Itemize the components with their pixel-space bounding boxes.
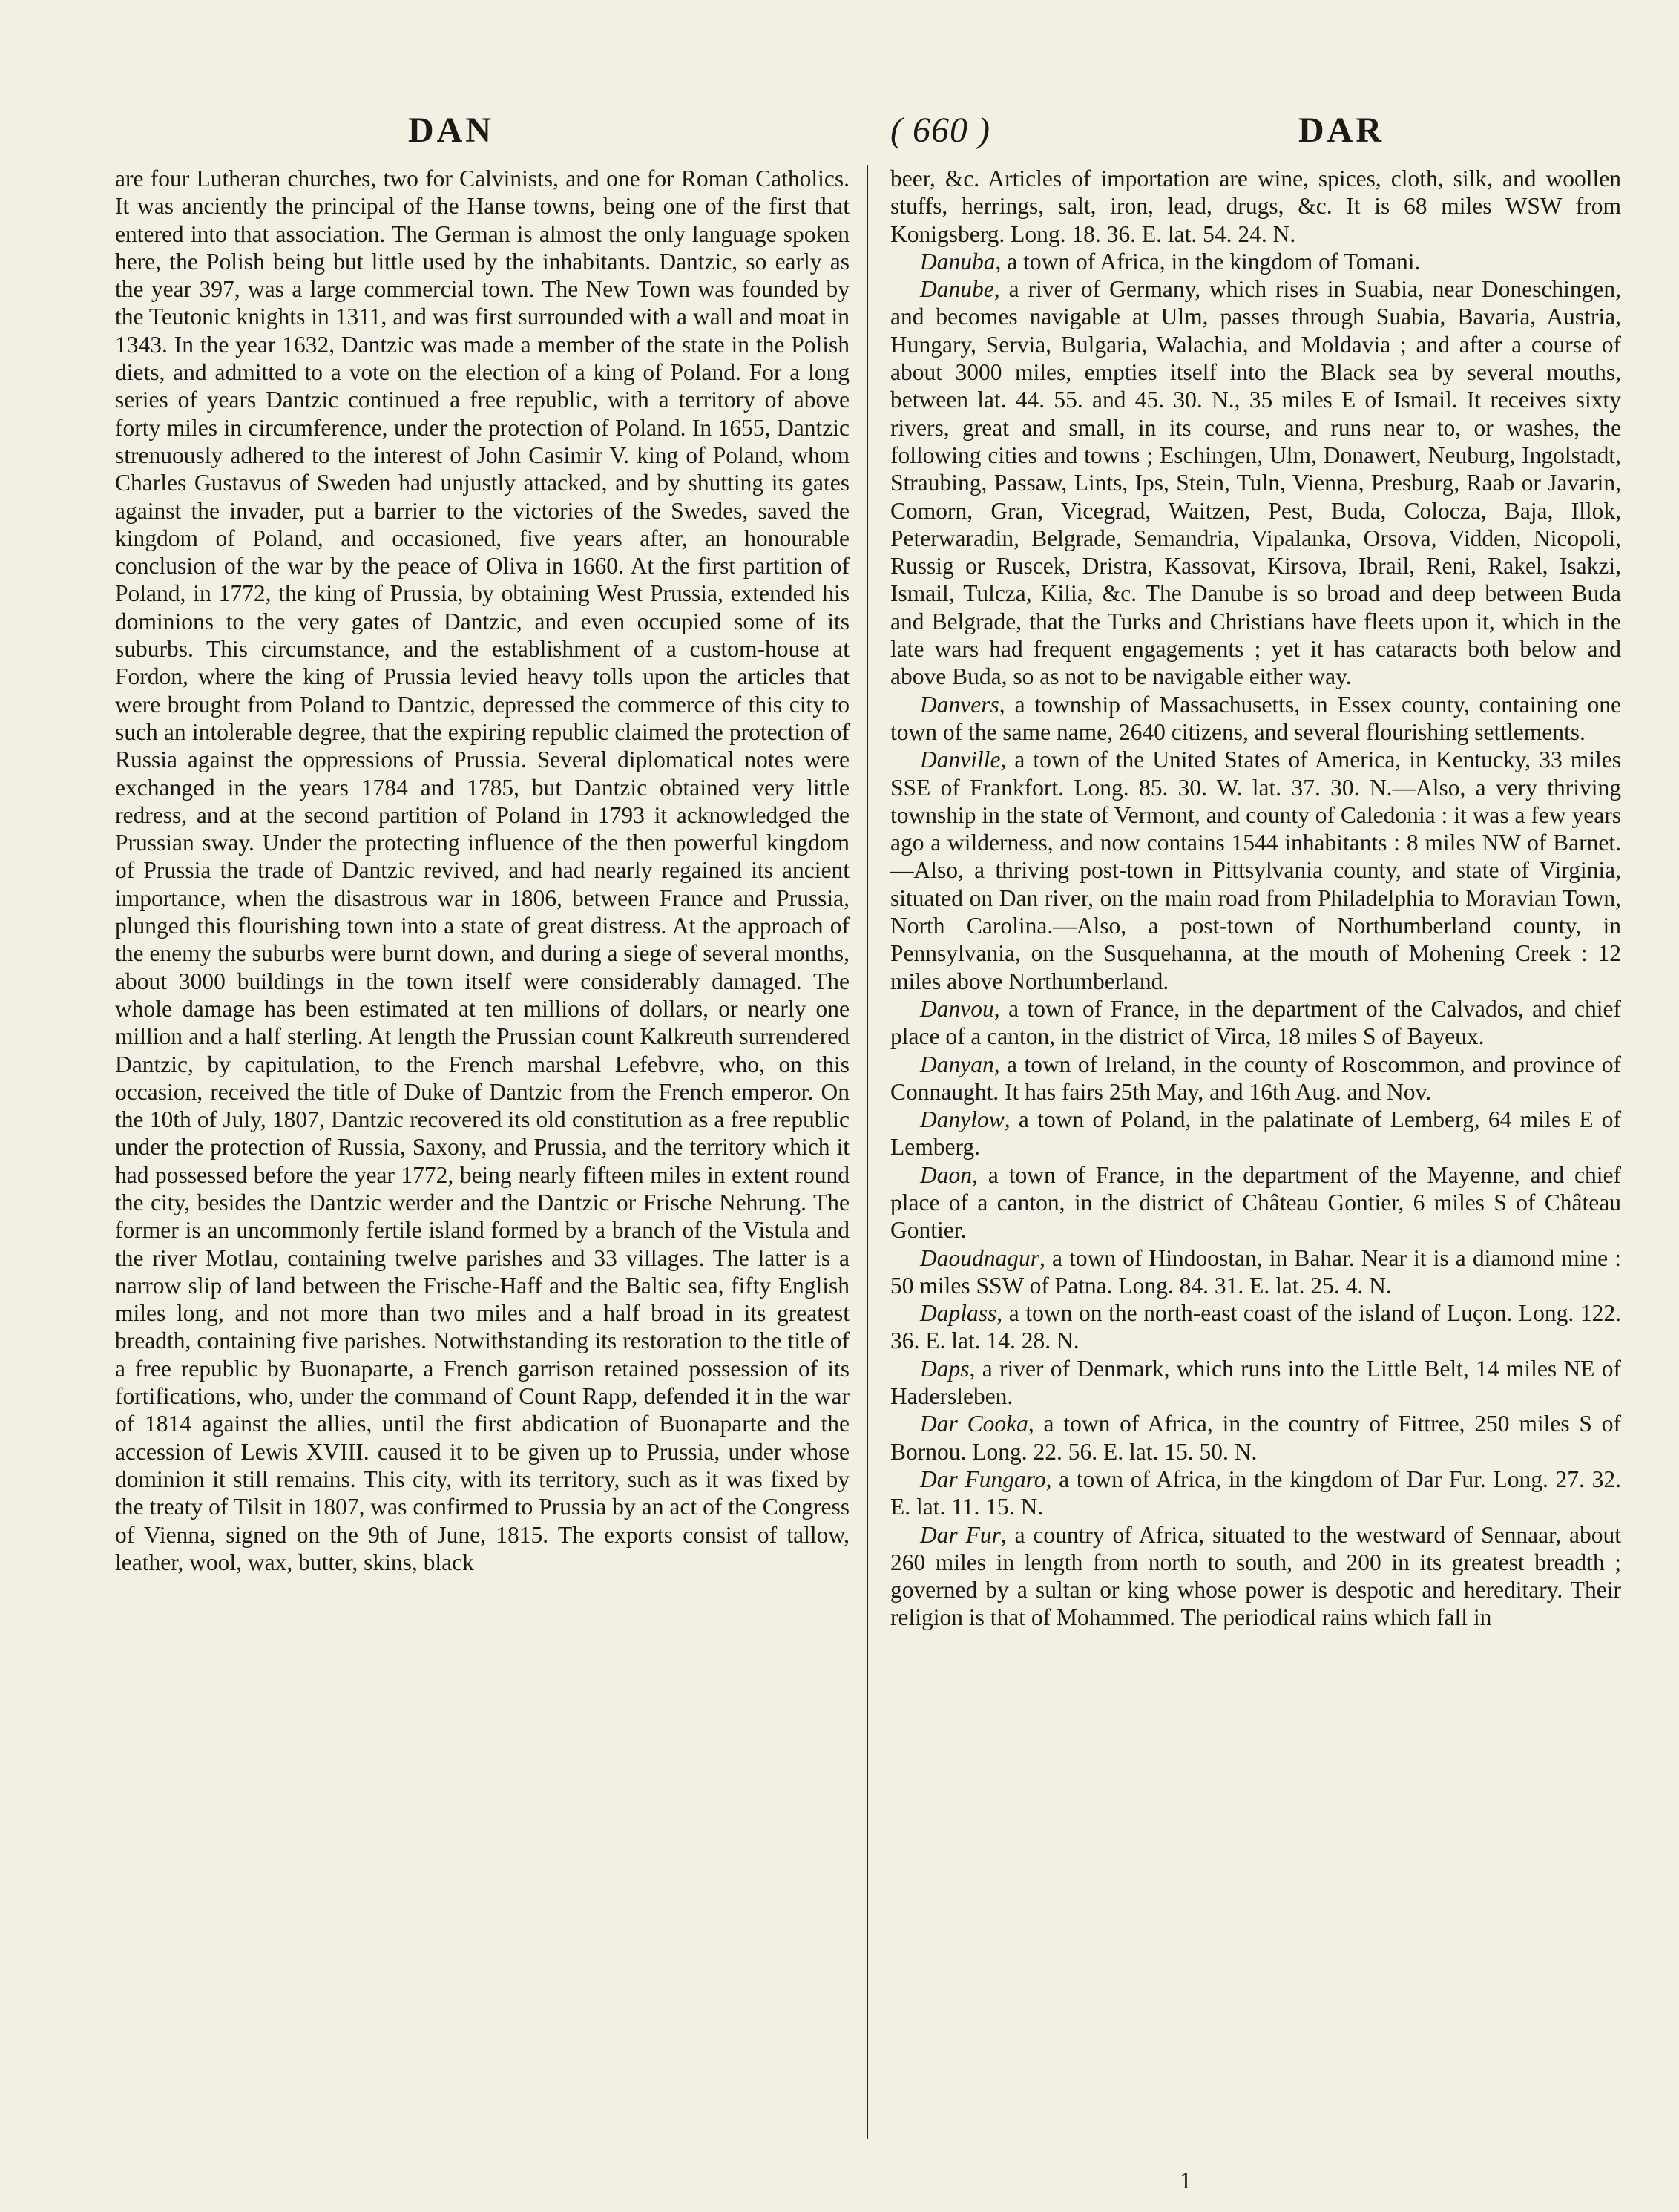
entry-text: , a river of Denmark, which runs into the Little Belt, 14 miles NE of Hadersleben. [890, 1355, 1621, 1410]
dictionary-entry [890, 995, 1621, 1051]
dictionary-entry [890, 1466, 1621, 1521]
signature-mark: 1 [1180, 2167, 1192, 2193]
page-number: ( 660 ) [890, 111, 990, 150]
column-divider [867, 165, 868, 2139]
running-header [111, 110, 1588, 154]
left-column-text: are four Lutheran churches, two for Calvinists, and one for Roman Catholics. It was anciently the principal of the Hanse towns, being one of the first that entered into that association. The German is almost the only language spoken here, the Polish being but little used by the inhabitants. Dantzic, so early as the year 397, was a large commercial town. The New Town was founded by the Teutonic knights in 1311, and was first surrounded with a wall and moat in 1343. In the year 1632, Dantzic was made a member of the state in the Polish diets, and admitted to a vote on the election of a king of Poland. For a long series of years Dantzic continued a free republic, with a territory of above forty miles in circumference, under the protection of Poland. In 1655, Dantzic strenuously adhered to the interest of John Casimir V. king of Poland, whom Charles Gustavus of Sweden had unjustly attacked, and by shutting its gates against the invader, put a barrier to the victories of the Swedes, saved the kingdom of Poland, and occasioned, five years after, an honourable conclusion of the war by the peace of Oliva in 1660. At the first partition of Poland, in 1772, the king of Prussia, by obtaining West Prussia, extended his dominions to the very gates of Dantzic, and even occupied some of its suburbs. This circumstance, and the establishment of a custom-house at Fordon, where the king of Prussia levied heavy tolls upon the articles that were brought from Poland to Dantzic, depressed the commerce of this city to such an intolerable degree, that the expiring republic claimed the protection of Russia against the oppressions of Prussia. Several diplomatical notes were exchanged in the years 1784 and 1785, but Dantzic obtained very little redress, and at the second partition of Poland in 1793 it acknowledged the Prussian sway. Under the protecting influence of the then powerful kingdom of Prussia the trade of Dantzic revived, and had nearly regained its ancient importance, when the disastrous war in 1806, between France and Prussia, plunged this flourishing town into a state of great distress. At the approach of the enemy the suburbs were burnt down, and during a siege of several months, about 3000 buildings in the town itself were considerably damaged. The whole damage has been estimated at ten millions of dollars, or nearly one million and a half sterling. At length the Prussian count Kalkreuth surrendered Dantzic, by capitulation, to the French marshal Lefebvre, who, on this occasion, received the title of Duke of Dantzic from the French emperor. On the 10th of July, 1807, Dantzic recovered its old constitution as a free republic under the protection of Russia, Saxony, and Prussia, and the territory which it had possessed before the year 1772, being nearly fifteen miles in extent round the city, besides the Dantzic werder and the Dantzic or Frische Nehrung. The former is an uncommonly fertile island formed by a branch of the Vistula and the river Motlau, containing twelve parishes and 33 villages. The latter is a narrow slip of land between the Frische-Haff and the Baltic sea, fifty English miles long, and not more than two miles and a half broad in its greatest breadth, containing five parishes. Notwithstanding its restoration to the title of a free republic by Buonaparte, a French garrison retained possession of its fortifications, who, under the command of Count Rapp, defended it in the war of 1814 against the allies, until the first abdication of Buonaparte and the accession of Lewis XVIII. caused it to be given up to Prussia, under whose dominion it still remains. This city, with its territory, such as it was fixed by the treaty of Tilsit in 1807, was confirmed to Prussia by an act of the Congress of Vienna, signed on the 9th of June, 1815. The exports consist of tallow, leather, wool, wax, butter, skins, black [115, 165, 850, 1575]
entry-text: , a township of Massachusetts, in Essex county, containing one town of the same name, 2640 citizens, and several flourishing settlements. [890, 691, 1621, 745]
dictionary-entry [890, 691, 1621, 746]
entry-text: , a town of France, in the department of the Calvados, and chief place of a canton, in the district of Virca, 18 miles S of Bayeux. [890, 995, 1621, 1050]
entry-list [890, 248, 1621, 1632]
entry-headword: Daon [920, 1161, 972, 1188]
dictionary-entry [890, 1244, 1621, 1300]
entry-headword: Danyan [920, 1051, 994, 1077]
entry-text: , a river of Germany, which rises in Suabia, near Doneschingen, and becomes navigable at Ulm, passes through Suabia, Bavaria, Austria, Hungary, Servia, Bulgaria, Walachia, and Moldavia ; and after a course of about 3000 miles, empties itself into the Black sea by several mouths, between lat. 44. 55. and 45. 30. N., 35 miles E of Ismail. It receives sixty rivers, great and small, in its course, and runs near to, or washes, the following cities and towns ; Eschingen, Ulm, Donawert, Neuburg, Ingolstadt, Straubing, Passaw, Lints, Ips, Stein, Tuln, Vienna, Presburg, Raab or Javarin, Comorn, Gran, Vicegrad, Waitzen, Pest, Buda, Colocza, Baja, Illok, Peterwaradin, Belgrade, Semandria, Vipalanka, Orsova, Vidden, Nicopoli, Russig or Ruscek, Dristra, Kassovat, Kirsova, Ibrail, Reni, Rakel, Isakzi, Ismail, Tulcza, Kilia, &c. The Danube is so broad and deep between Buda and Belgrade, that the Turks and Christians have fleets upon it, which in the late wars had frequent engagements ; yet it has cataracts both below and above Buda, so as not to be navigable either way. [890, 276, 1621, 690]
dictionary-entry [890, 248, 1621, 275]
right-column [890, 165, 1621, 2153]
entry-text: , a country of Africa, situated to the westward of Sennaar, about 260 miles in length from north to south, and 200 in its greatest breadth ; governed by a sultan or king whose power is despotic and hereditary. Their religion is that of Mohammed. The periodical rains which fall in [890, 1521, 1621, 1631]
entry-headword: Danuba [920, 248, 996, 275]
entry-text: , a town of France, in the department of the Mayenne, and chief place of a canton, in the district of Château Gontier, 6 miles S of Château Gontier. [890, 1161, 1621, 1244]
header-right-guideword: DAR [1298, 111, 1384, 150]
dictionary-entry [890, 1299, 1621, 1355]
header-left-guideword: DAN [408, 111, 494, 150]
entry-text: , a town on the north-east coast of the island of Luçon. Long. 122. 36. E. lat. 14. 28. N. [890, 1300, 1621, 1354]
entry-headword: Daps [920, 1355, 970, 1382]
dictionary-entry [890, 1410, 1621, 1466]
left-column [115, 165, 850, 2153]
entry-headword: Danube [920, 276, 994, 303]
dictionary-entry [890, 1161, 1621, 1244]
entry-headword: Danville [920, 746, 1001, 773]
entry-headword: Danvers [920, 691, 999, 718]
dictionary-entry [890, 1106, 1621, 1161]
entry-headword: Dar Cooka [920, 1411, 1028, 1437]
dictionary-entry [890, 1355, 1621, 1411]
dictionary-entry [890, 275, 1621, 690]
entry-text: , a town of Africa, in the kingdom of Dar Fur. Long. 27. 32. E. lat. 11. 15. N. [890, 1466, 1621, 1520]
entry-headword: Dar Fungaro [920, 1466, 1046, 1492]
entry-text: , a town of Africa, in the kingdom of Tomani. [995, 248, 1421, 275]
entry-text: , a town of Poland, in the palatinate of Lemberg, 64 miles E of Lemberg. [890, 1106, 1621, 1161]
right-column-continuation: beer, &c. Articles of importation are wine, spices, cloth, silk, and woollen stuffs, herrings, salt, iron, lead, drugs, &c. It is 68 miles WSW from Konigsberg. Long. 18. 36. E. lat. 54. 24. N. [890, 165, 1621, 247]
entry-headword: Daplass [920, 1300, 997, 1327]
entry-text: , a town of Africa, in the country of Fittree, 250 miles S of Bornou. Long. 22. 56. E. lat. 15. 50. N. [890, 1411, 1621, 1465]
dictionary-entry [890, 1521, 1621, 1632]
entry-headword: Danylow [920, 1106, 1005, 1133]
entry-headword: Danvou [920, 995, 994, 1022]
entry-text: , a town of Hindoostan, in Bahar. Near it is a diamond mine : 50 miles SSW of Patna. Long. 84. 31. E. lat. 25. 4. N. [890, 1244, 1621, 1299]
entry-headword: Daoudnagur [920, 1244, 1040, 1271]
dictionary-entry [890, 746, 1621, 995]
dictionary-entry [890, 1051, 1621, 1106]
entry-text: , a town of the United States of America, in Kentucky, 33 miles SSE of Frankfort. Long. 85. 30. W. lat. 37. 30. N.—Also, a very thriving township in the state of Vermont, and county of Caledonia : it was a few years ago a wilderness, and now contains 1544 inhabitants : 8 miles NW of Barnet.—Also, a thriving post-town in Pittsylvania county, and state of Virginia, situated on Dan river, on the main road from Philadelphia to Moravian Town, North Carolina.—Also, a post-town of Northumberland county, in Pennsylvania, on the Susquehanna, at the mouth of Mohening Creek : 12 miles above Northumberland. [890, 746, 1621, 994]
entry-headword: Dar Fur [920, 1521, 1001, 1548]
entry-text: , a town of Ireland, in the county of Roscommon, and province of Connaught. It has fairs 25th May, and 16th Aug. and Nov. [890, 1051, 1621, 1105]
